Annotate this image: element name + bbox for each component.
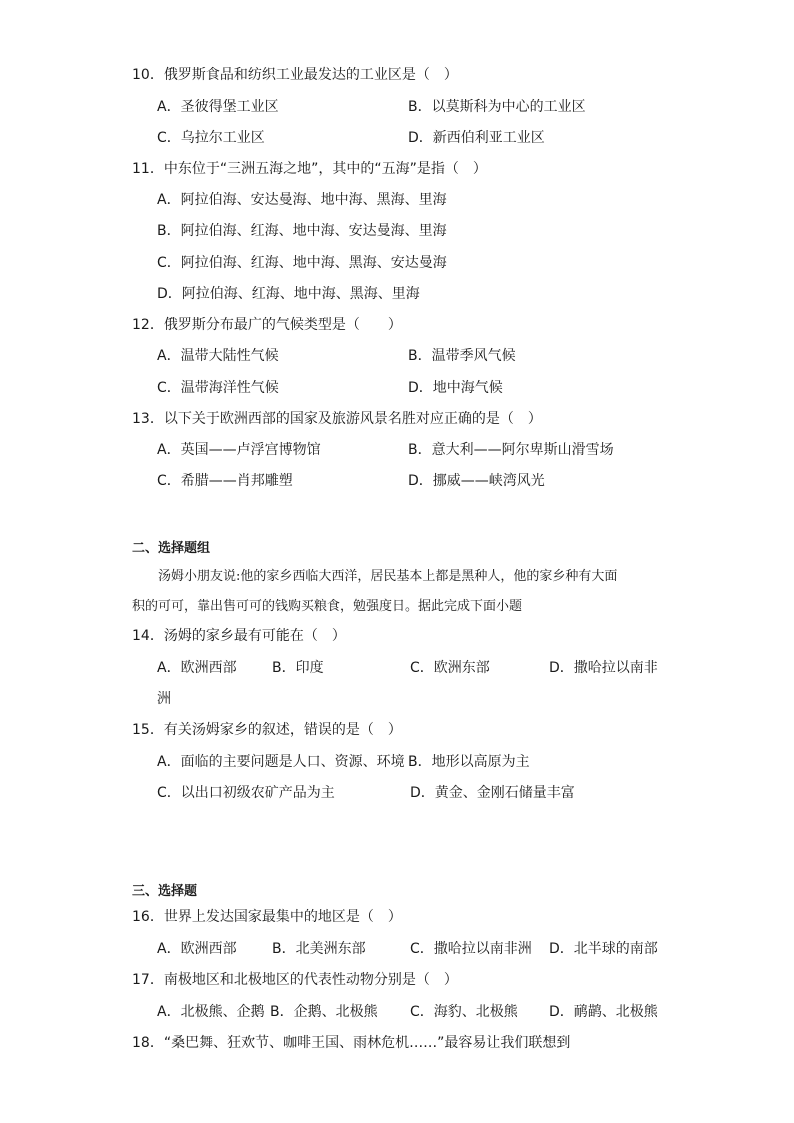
question-14-option-a: A．欧洲西部: [157, 660, 237, 676]
question-15-option-a: A．面临的主要问题是人口、资源、环境: [157, 754, 405, 770]
question-11-option-a: A．阿拉伯海、安达曼海、地中海、黑海、里海: [157, 192, 447, 208]
question-13-option-c: C．希腊——肖邦雕塑: [157, 473, 293, 489]
question-16-option-b: B．北美洲东部: [272, 941, 366, 957]
section-2-passage-line-1: 汤姆小朋友说:他的家乡西临大西洋，居民基本上都是黑种人，他的家乡种有大面: [158, 569, 618, 584]
question-17-option-a: A．北极熊、企鹅: [157, 1004, 265, 1020]
question-16-option-d: D．北半球的南部: [549, 941, 658, 957]
question-13-option-d: D．挪威——峡湾风光: [408, 473, 545, 489]
question-14-option-b: B．印度: [272, 660, 324, 676]
question-16-option-a: A．欧洲西部: [157, 941, 237, 957]
question-11-stem: 11．中东位于“三洲五海之地”，其中的“五海”是指（ ）: [132, 161, 487, 177]
question-13-option-a: A．英国——卢浮宫博物馆: [157, 442, 321, 458]
question-12-option-a: A．温带大陆性气候: [157, 348, 279, 364]
question-17-option-b: B．企鹅、北极熊: [270, 1004, 378, 1020]
question-14-option-c: C．欧洲东部: [410, 660, 490, 676]
question-12-option-b: B．温带季风气候: [408, 348, 516, 364]
question-10-option-b: B．以莫斯科为中心的工业区: [408, 99, 586, 115]
question-13-option-b: B．意大利——阿尔卑斯山滑雪场: [408, 442, 614, 458]
question-11-option-d: D．阿拉伯海、红海、地中海、黑海、里海: [157, 286, 420, 302]
question-15-option-b: B．地形以高原为主: [408, 754, 530, 770]
question-10-option-c: C．乌拉尔工业区: [157, 130, 265, 146]
question-14-stem: 14．汤姆的家乡最有可能在（ ）: [132, 628, 346, 644]
section-2-passage-line-2: 积的可可，靠出售可可的钱购买粮食，勉强度日。据此完成下面小题: [132, 599, 523, 614]
question-12-option-d: D．地中海气候: [408, 380, 503, 396]
question-15-option-c: C．以出口初级农矿产品为主: [157, 785, 335, 801]
question-16-option-c: C．撒哈拉以南非洲: [410, 941, 532, 957]
question-18-stem: 18．“桑巴舞、狂欢节、咖啡王国、雨林危机……”最容易让我们联想到: [132, 1035, 571, 1051]
section-3-heading: 三、选择题: [132, 884, 198, 899]
question-13-stem: 13．以下关于欧洲西部的国家及旅游风景名胜对应正确的是（ ）: [132, 411, 542, 427]
question-10-option-d: D．新西伯利亚工业区: [408, 130, 545, 146]
question-17-stem: 17．南极地区和北极地区的代表性动物分别是（ ）: [132, 972, 458, 988]
question-14-option-d: D．撒哈拉以南非: [549, 660, 658, 676]
question-15-stem: 15．有关汤姆家乡的叙述，错误的是（ ）: [132, 722, 402, 738]
section-2-heading: 二、选择题组: [132, 541, 211, 556]
question-17-option-d: D．鸸鹋、北极熊: [549, 1004, 658, 1020]
question-15-option-d: D．黄金、金刚石储量丰富: [410, 785, 575, 801]
question-17-option-c: C．海豹、北极熊: [410, 1004, 518, 1020]
question-10-stem: 10．俄罗斯食品和纺织工业最发达的工业区是（ ）: [132, 67, 458, 83]
question-11-option-b: B．阿拉伯海、红海、地中海、安达曼海、里海: [157, 223, 447, 239]
question-12-stem: 12．俄罗斯分布最广的气候类型是（ ）: [132, 317, 402, 333]
question-12-option-c: C．温带海洋性气候: [157, 380, 279, 396]
question-10-option-a: A．圣彼得堡工业区: [157, 99, 279, 115]
question-14-option-d-continued: 洲: [157, 691, 171, 707]
question-11-option-c: C．阿拉伯海、红海、地中海、黑海、安达曼海: [157, 255, 447, 271]
question-16-stem: 16．世界上发达国家最集中的地区是（ ）: [132, 909, 402, 925]
